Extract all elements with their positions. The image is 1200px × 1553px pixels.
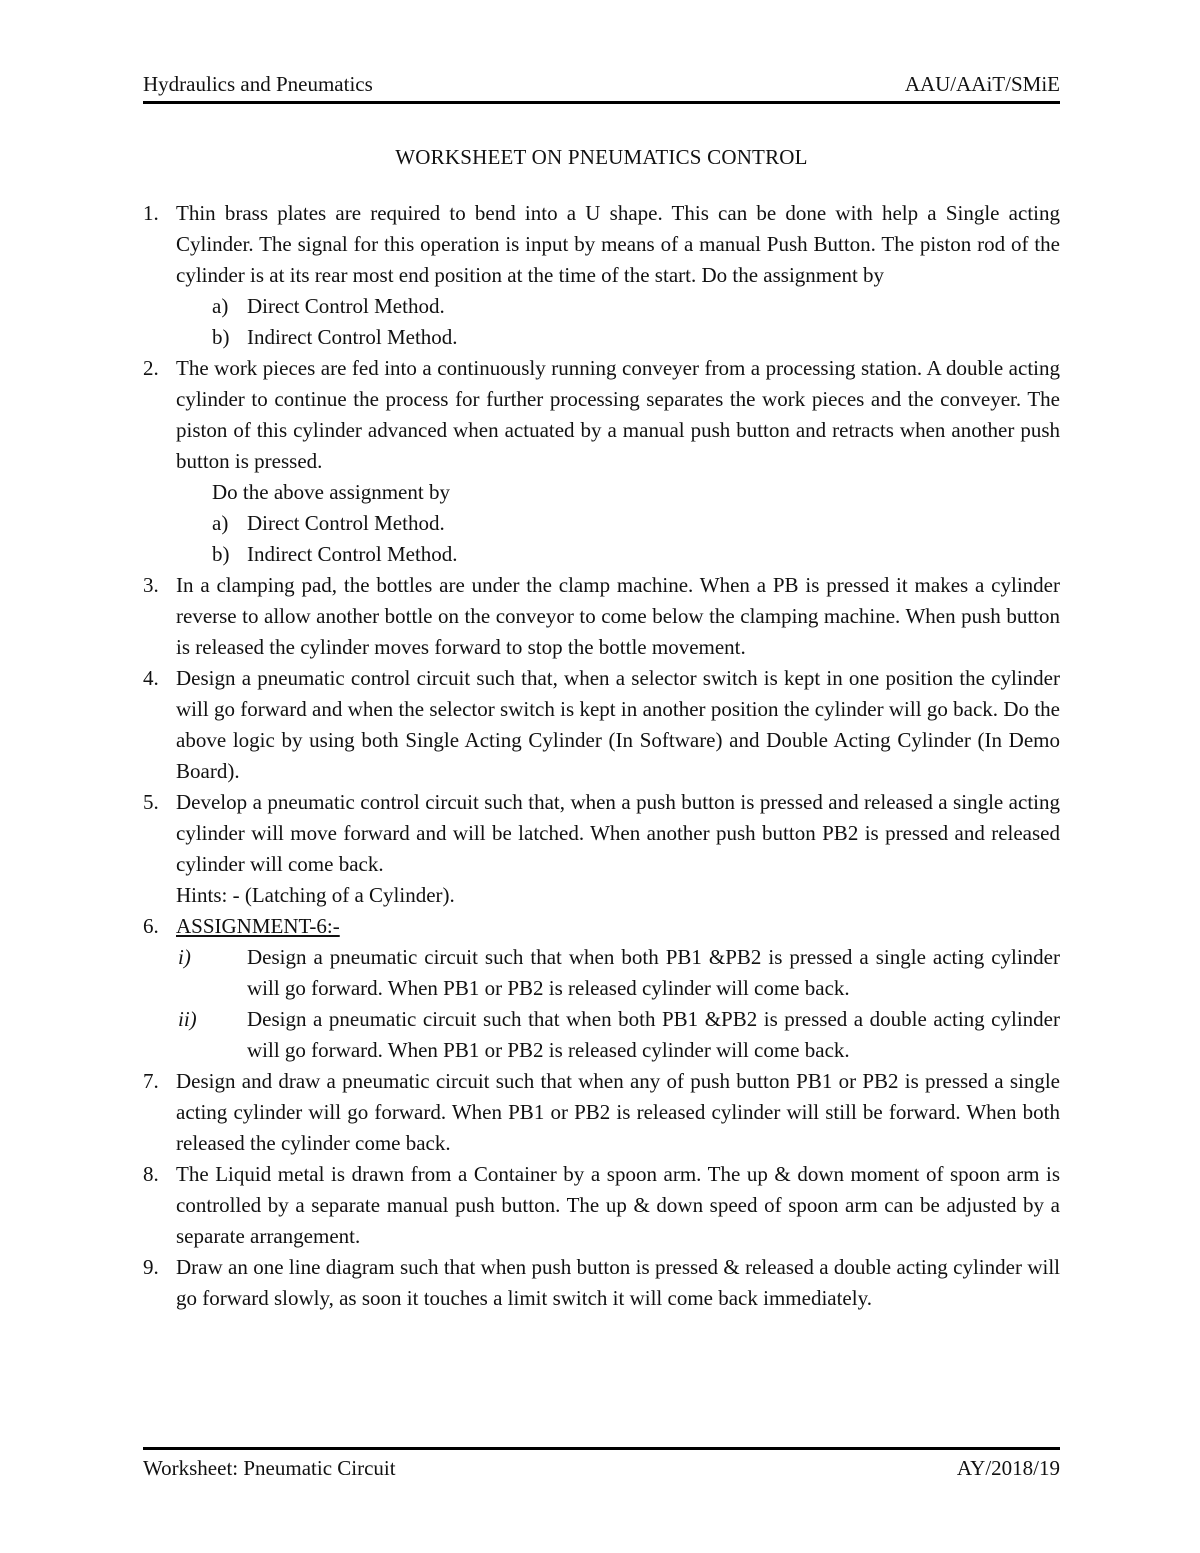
question-2 xyxy=(143,353,1060,570)
question-number: 3. xyxy=(143,573,159,597)
question-instruction: Do the above assignment by xyxy=(212,480,450,504)
sub-item-text: Indirect Control Method. xyxy=(247,325,458,349)
question-text: Design and draw a pneumatic circuit such that when any of push button PB1 or PB2 is pressed a single acting cylinder will go forward. When PB1 or PB2 is released cylinder will still be forward. When both released the cylinder come back. xyxy=(176,1069,1060,1155)
sub-item-text: Design a pneumatic circuit such that when both PB1 &PB2 is pressed a single acting cylinder will go forward. When PB1 or PB2 is released cylinder will come back. xyxy=(247,945,1060,1000)
question-number: 1. xyxy=(143,201,159,225)
question-text: The work pieces are fed into a continuously running conveyer from a processing station. A double acting cylinder to continue the process for further processing separates the work pieces and the conveyer. The piston of this cylinder advanced when actuated by a manual push button and retracts when another push button is pressed. xyxy=(176,356,1060,473)
question-1 xyxy=(143,198,1060,353)
sub-item xyxy=(176,291,1060,322)
question-list xyxy=(143,198,1060,1314)
question-number: 6. xyxy=(143,914,159,938)
question-text: The Liquid metal is drawn from a Container by a spoon arm. The up & down moment of spoon arm is controlled by a separate manual push button. The up & down speed of spoon arm can be adjusted by a separate arrangement. xyxy=(176,1162,1060,1248)
footer-rule xyxy=(143,1447,1060,1450)
header-course-title: Hydraulics and Pneumatics xyxy=(143,72,373,96)
sub-item xyxy=(176,942,1060,1004)
worksheet-title: WORKSHEET ON PNEUMATICS CONTROL xyxy=(395,145,808,169)
sub-item-label: a) xyxy=(212,511,229,535)
question-number: 4. xyxy=(143,666,159,690)
footer-academic-year: AY/2018/19 xyxy=(956,1456,1060,1480)
question-6 xyxy=(143,911,1060,1066)
sub-item-label: b) xyxy=(212,542,230,566)
question-5 xyxy=(143,787,1060,911)
question-text: Develop a pneumatic control circuit such that, when a push button is pressed and released a single acting cylinder will move forward and will be latched. When another push button PB2 is pressed and released cylinder will come back. xyxy=(176,790,1060,876)
sub-item-text: Indirect Control Method. xyxy=(247,542,458,566)
question-text: In a clamping pad, the bottles are under the clamp machine. When a PB is pressed it makes a cylinder reverse to allow another bottle on the conveyor to come below the clamping machine. When push button is released the cylinder moves forward to stop the bottle movement. xyxy=(176,573,1060,659)
question-9 xyxy=(143,1252,1060,1314)
question-number: 5. xyxy=(143,790,159,814)
header-rule xyxy=(143,101,1060,104)
header-institution: AAU/AAiT/SMiE xyxy=(904,72,1060,96)
sub-item-label: a) xyxy=(212,294,229,318)
footer-worksheet-name: Worksheet: Pneumatic Circuit xyxy=(143,1456,396,1480)
question-text: Thin brass plates are required to bend into a U shape. This can be done with help a Single acting Cylinder. The signal for this operation is input by means of a manual Push Button. The piston rod of the cylinder is at its rear most end position at the time of the start. Do the assignment by xyxy=(176,201,1060,287)
sub-item xyxy=(176,1004,1060,1066)
sub-item xyxy=(176,539,1060,570)
question-4 xyxy=(143,663,1060,787)
assignment-heading: ASSIGNMENT-6:- xyxy=(176,914,340,938)
sub-item-label: i) xyxy=(178,945,191,969)
question-number: 7. xyxy=(143,1069,159,1093)
sub-item-label: ii) xyxy=(178,1007,197,1031)
sub-item-text: Design a pneumatic circuit such that when both PB1 &PB2 is pressed a double acting cylinder will go forward. When PB1 or PB2 is released cylinder will come back. xyxy=(247,1007,1060,1062)
sub-item xyxy=(176,508,1060,539)
question-8 xyxy=(143,1159,1060,1252)
question-number: 2. xyxy=(143,356,159,380)
sub-item-text: Direct Control Method. xyxy=(247,294,445,318)
sub-item-text: Direct Control Method. xyxy=(247,511,445,535)
question-text: Design a pneumatic control circuit such that, when a selector switch is kept in one position the cylinder will go forward and when the selector switch is kept in another position the cylinder will go back. Do the above logic by using both Single Acting Cylinder (In Software) and Double Acting Cylinder (In Demo Board). xyxy=(176,666,1060,783)
question-text: Draw an one line diagram such that when push button is pressed & released a double acting cylinder will go forward slowly, as soon it touches a limit switch it will come back immediately. xyxy=(176,1255,1060,1310)
question-number: 9. xyxy=(143,1255,159,1279)
question-hint: Hints: - (Latching of a Cylinder). xyxy=(176,883,455,907)
sub-item-label: b) xyxy=(212,325,230,349)
question-3 xyxy=(143,570,1060,663)
sub-item xyxy=(176,322,1060,353)
question-number: 8. xyxy=(143,1162,159,1186)
question-7 xyxy=(143,1066,1060,1159)
